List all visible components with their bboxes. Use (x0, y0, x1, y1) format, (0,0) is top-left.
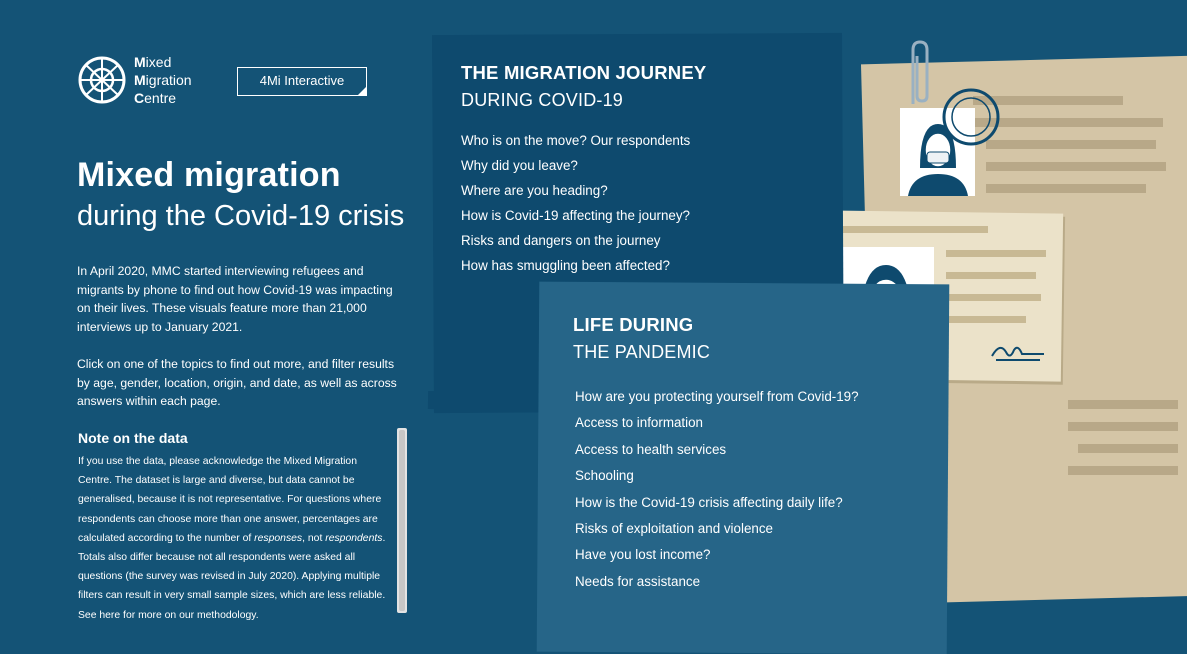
life-topic-link[interactable]: Access to health services (575, 441, 727, 457)
4mi-interactive-tag[interactable]: 4Mi Interactive (237, 67, 367, 96)
mmc-logo[interactable] (78, 54, 218, 110)
life-topic-link[interactable]: How are you protecting yourself from Covid-19? (575, 389, 859, 404)
note-scrollbar-thumb[interactable] (399, 430, 405, 611)
journey-topic-link[interactable]: How is Covid-19 affecting the journey? (461, 208, 691, 223)
life-topic-link[interactable]: Access to information (575, 415, 704, 431)
life-topics-menu (575, 384, 859, 595)
life-topic-link[interactable]: Have you lost income? (575, 547, 711, 563)
life-panel-title: LIFE DURING (573, 314, 694, 335)
life-topic-link[interactable]: Schooling (575, 468, 634, 484)
logo-word-centre: Centre (134, 90, 177, 106)
intro-paragraph-1: In April 2020, MMC started interviewing refugees and migrants by phone to find out how Covid-19 was impacting on their lives. These visuals feature more than 21,000 interviews up to January 2021. (77, 264, 393, 334)
life-topic-link[interactable]: Risks of exploitation and violence (575, 521, 773, 537)
note-text: If you use the data, please acknowledge the Mixed Migration Centre. The dataset is large and diverse, but data cannot be generalised, because it is not representative. For questions where respondents can choose more than one answer, percentages are calculated according to the number of responses, not respondents. Totals also differ because not all respondents were asked all questions (the survey was revised in July 2020). Applying multiple filters can result in very small sample sizes, which are less reliable. See here for more on our methodology. (78, 456, 386, 621)
life-topic-link[interactable]: How is the Covid-19 crisis affecting daily life? (575, 494, 843, 510)
stamp-circle-icon (940, 86, 1002, 148)
note-title: Note on the data (78, 430, 188, 446)
journey-topic-link[interactable]: Where are you heading? (461, 183, 608, 198)
signature-icon (990, 340, 1046, 364)
intro-paragraph-2: Click on one of the topics to find out more, and filter results by age, gender, location, origin, and date, as well as across answers within each page. (77, 357, 397, 409)
journey-panel-title: THE MIGRATION JOURNEY (461, 62, 707, 83)
panel-shadow (428, 391, 548, 411)
logo-word-migration: Migration (134, 72, 192, 88)
life-panel-subtitle: THE PANDEMIC (573, 342, 711, 362)
journey-panel-subtitle: DURING COVID-19 (461, 90, 624, 110)
tag-corner-fold (357, 86, 367, 96)
journey-topic-link[interactable]: Who is on the move? Our respondents (461, 133, 691, 148)
page-subtitle: during the Covid-19 crisis (77, 200, 405, 232)
logo-word-mixed: Mixed (134, 54, 172, 70)
journey-topic-link[interactable]: Risks and dangers on the journey (461, 233, 661, 248)
journey-topic-link[interactable]: Why did you leave? (461, 158, 578, 173)
paperclip-icon (905, 38, 935, 110)
globe-logo-icon (78, 56, 126, 104)
life-topic-link[interactable]: Needs for assistance (575, 573, 701, 589)
journey-topics-menu (461, 128, 690, 278)
page-title: Mixed migration (77, 156, 341, 194)
journey-topic-link[interactable]: How has smuggling been affected? (461, 258, 670, 273)
